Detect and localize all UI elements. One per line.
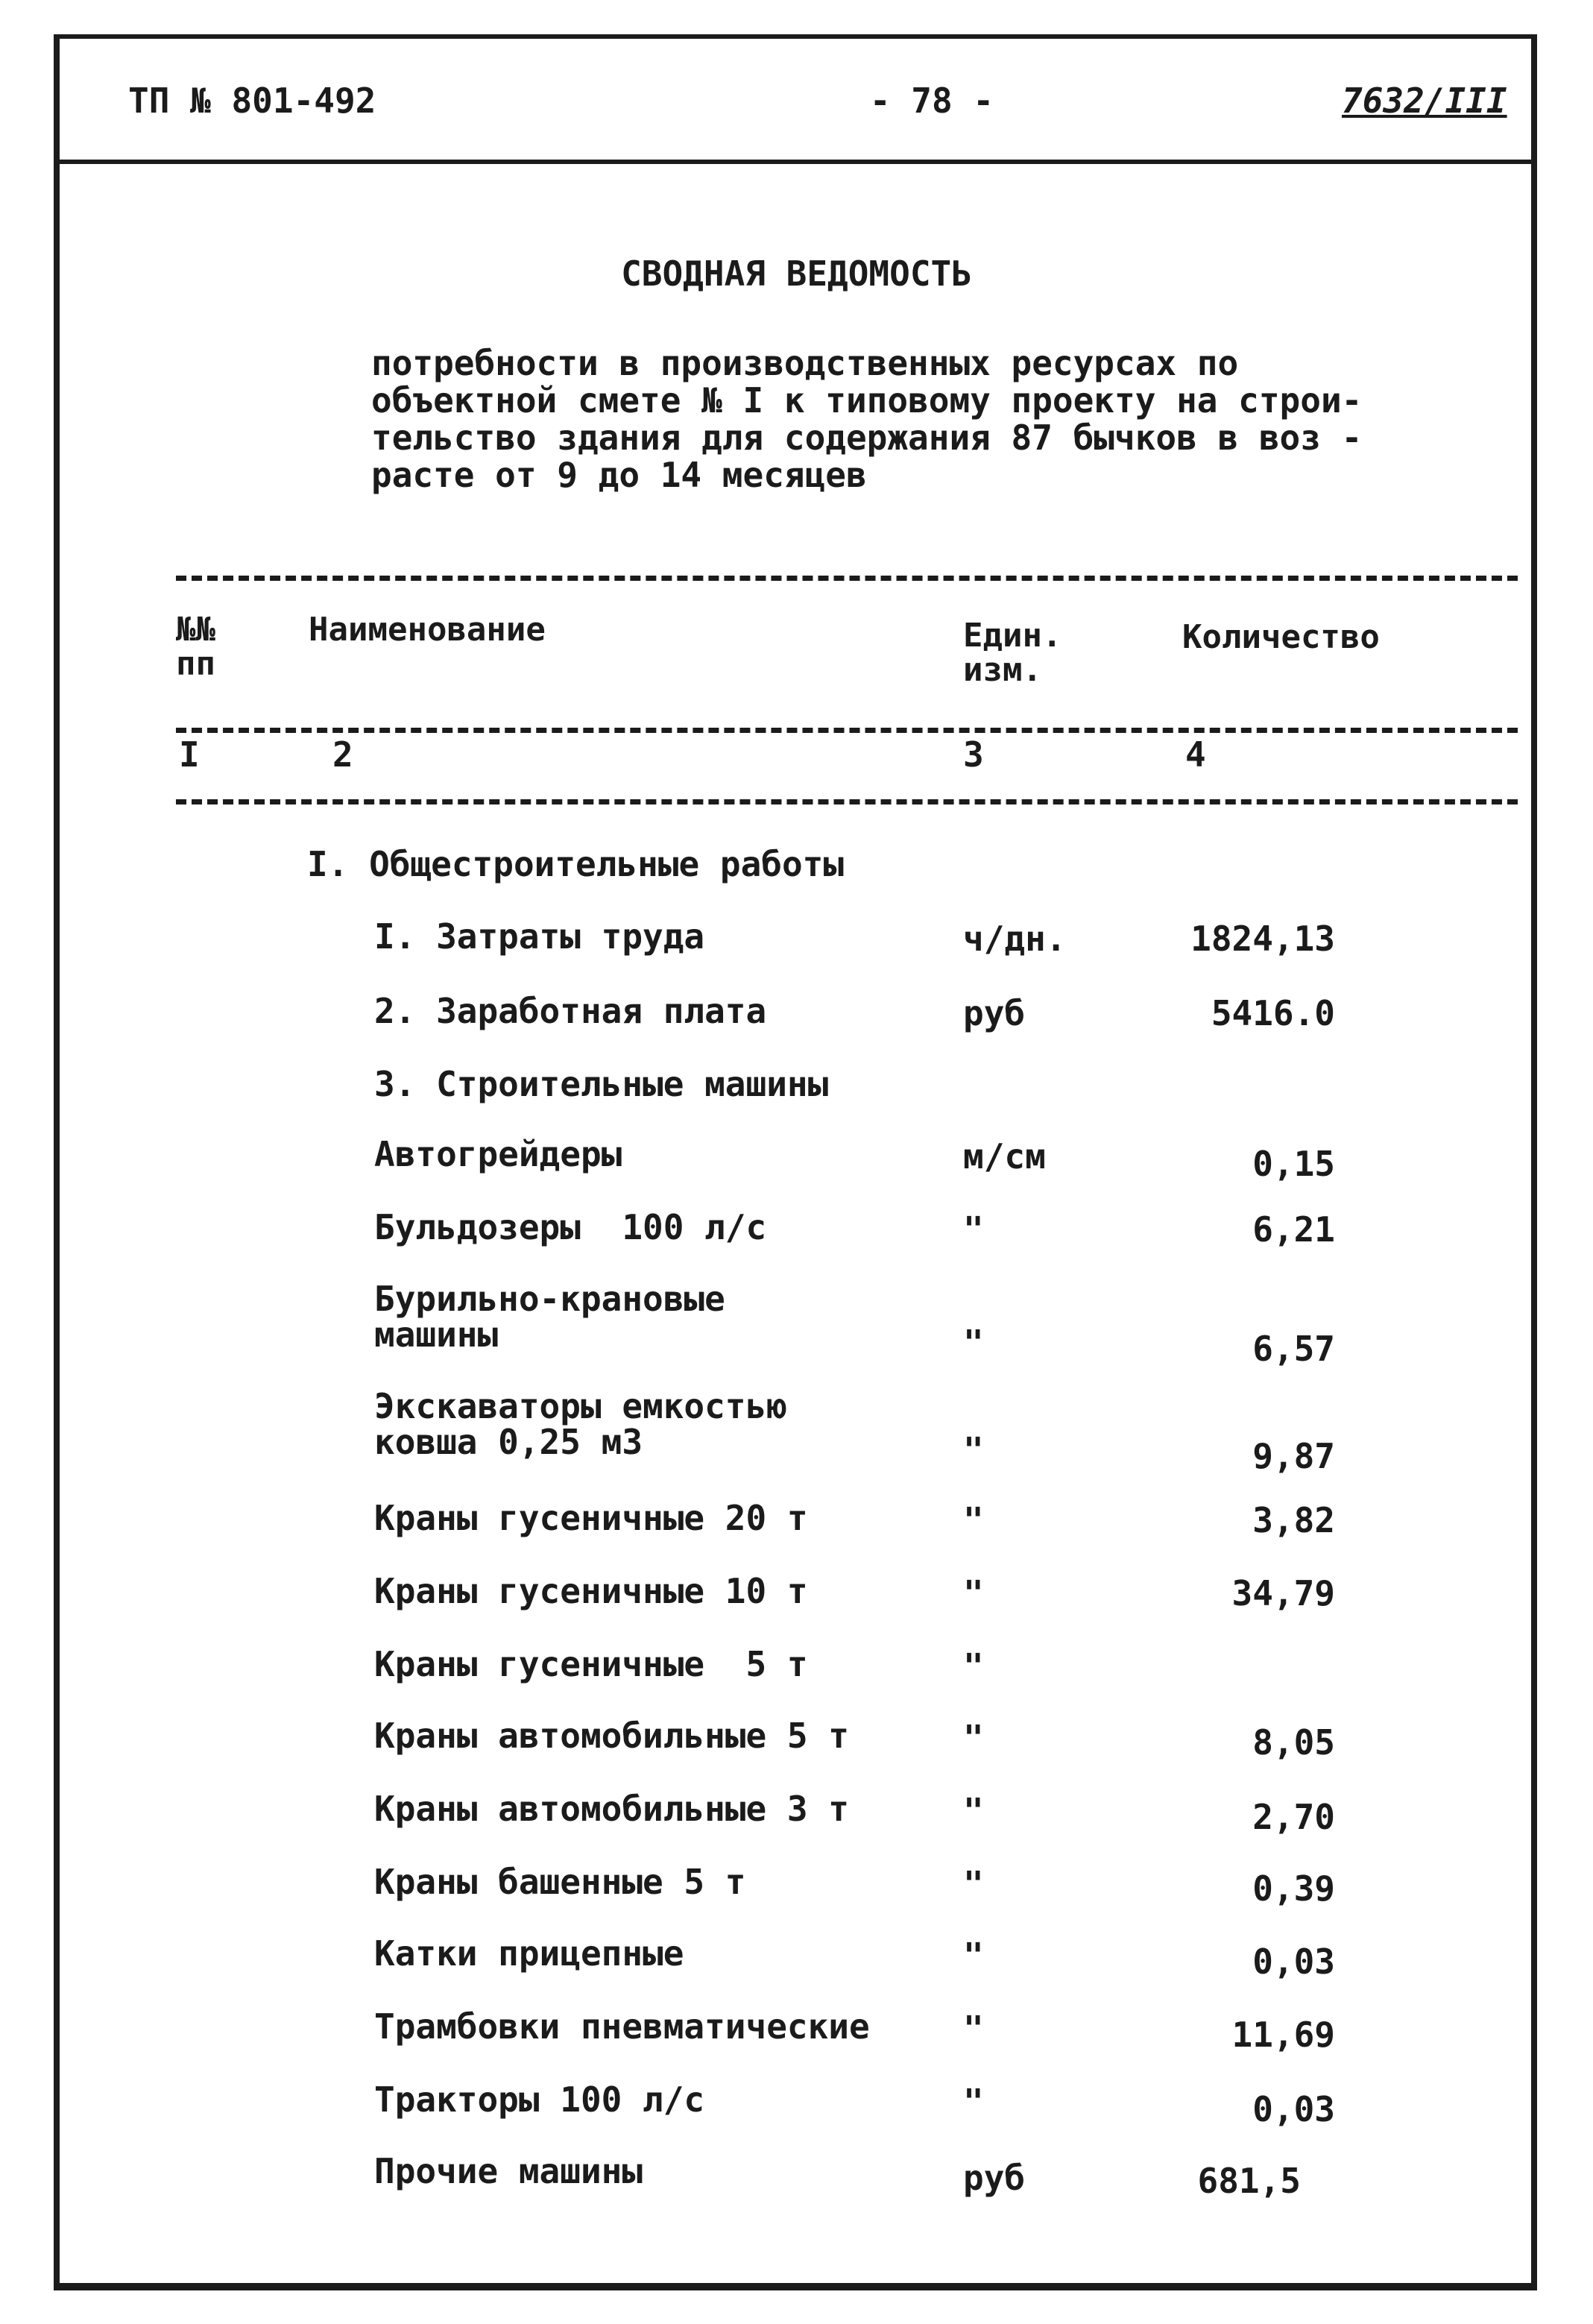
row-unit: " (963, 1936, 984, 1976)
row-qty: 0,39 (1252, 1868, 1335, 1909)
header-rule (60, 160, 1531, 164)
row-qty: 9,87 (1252, 1436, 1335, 1476)
row-name: Краны гусеничные 20 т (374, 1498, 808, 1538)
header-rule-bottom (176, 799, 1518, 804)
row-unit: ч/дн. (963, 919, 1067, 959)
row-unit: " (963, 1864, 984, 1904)
row-name: Бульдозеры 100 л/с (374, 1207, 767, 1247)
row-qty: 3,82 (1252, 1500, 1335, 1540)
row-name: Тракторы 100 л/с (374, 2079, 705, 2120)
subtitle-line: потребности в производственных ресурсах по (371, 343, 1239, 383)
row-name: I. Затраты труда (374, 916, 705, 957)
row-unit: руб (963, 993, 1026, 1033)
archive-number: 7632/III (1342, 81, 1507, 121)
row-unit: " (963, 1573, 984, 1613)
row-unit: " (963, 2082, 984, 2122)
table-top-rule (176, 576, 1518, 581)
subtitle-line: тельство здания для содержания 87 бычков в воз - (371, 418, 1363, 458)
document-subtitle (371, 344, 1460, 494)
column-number-4: 4 (1185, 734, 1206, 775)
header-rule-mid (176, 728, 1518, 733)
column-number-1: I (179, 734, 200, 775)
subtitle-line: объектной смете № I к типовому проекту на строи- (371, 380, 1363, 421)
doc-code: ТП № 801-492 (128, 81, 376, 121)
section-title: I. Общестроительные работы (307, 844, 845, 884)
page-number: - 78 - (869, 81, 994, 121)
row-unit: " (963, 1791, 984, 1831)
row-qty: 0,15 (1252, 1144, 1335, 1184)
row-name: Экскаваторы емкостью ковша 0,25 м3 (374, 1386, 787, 1462)
row-qty: 11,69 (1231, 2015, 1335, 2055)
row-qty: 681,5 (1197, 2161, 1301, 2201)
row-qty: 5416.0 (1211, 993, 1335, 1033)
row-qty: 0,03 (1252, 2089, 1335, 2129)
row-name: Бурильно-крановые машины (374, 1279, 725, 1355)
row-name: Краны автомобильные 3 т (374, 1789, 849, 1829)
row-unit: руб (963, 2158, 1026, 2198)
row-unit: " (963, 1323, 984, 1363)
row-qty: 8,05 (1252, 1722, 1335, 1763)
subtitle-line: расте от 9 до 14 месяцев (371, 455, 867, 495)
column-number-3: 3 (963, 734, 984, 775)
row-qty: 2,70 (1252, 1797, 1335, 1837)
row-name: Прочие машины (374, 2151, 643, 2191)
row-qty: 0,03 (1252, 1942, 1335, 1982)
row-unit: " (963, 1718, 984, 1758)
row-qty: 34,79 (1231, 1573, 1335, 1613)
header-unit: Един. изм. (963, 617, 1062, 689)
row-qty: 1824,13 (1190, 919, 1335, 959)
row-unit: " (963, 1430, 984, 1470)
row-name: Автогрейдеры (374, 1134, 622, 1174)
row-unit: м/см (963, 1136, 1046, 1177)
row-name: Краны гусеничные 5 т (374, 1644, 808, 1684)
row-name: Краны башенные 5 т (374, 1862, 746, 1902)
row-unit: " (963, 1209, 984, 1250)
row-unit: " (963, 1646, 984, 1687)
row-qty: 6,21 (1252, 1209, 1335, 1250)
header-name: Наименование (309, 611, 546, 649)
document-title: СВОДНАЯ ВЕДОМОСТЬ (621, 254, 972, 294)
row-name: Трамбовки пневматические (374, 2006, 870, 2047)
column-number-2: 2 (332, 734, 353, 775)
row-qty: 6,57 (1252, 1329, 1335, 1369)
row-name: Краны автомобильные 5 т (374, 1716, 849, 1756)
row-name: 2. Заработная плата (374, 991, 767, 1031)
row-name: Катки прицепные (374, 1933, 684, 1974)
row-name: Краны гусеничные 10 т (374, 1571, 808, 1611)
header-num: №№ пп (176, 611, 215, 683)
header-qty: Количество (1182, 618, 1380, 656)
top-border (54, 34, 1537, 39)
row-name: 3. Строительные машины (374, 1064, 829, 1104)
row-unit: " (963, 2009, 984, 2049)
row-unit: " (963, 1500, 984, 1540)
